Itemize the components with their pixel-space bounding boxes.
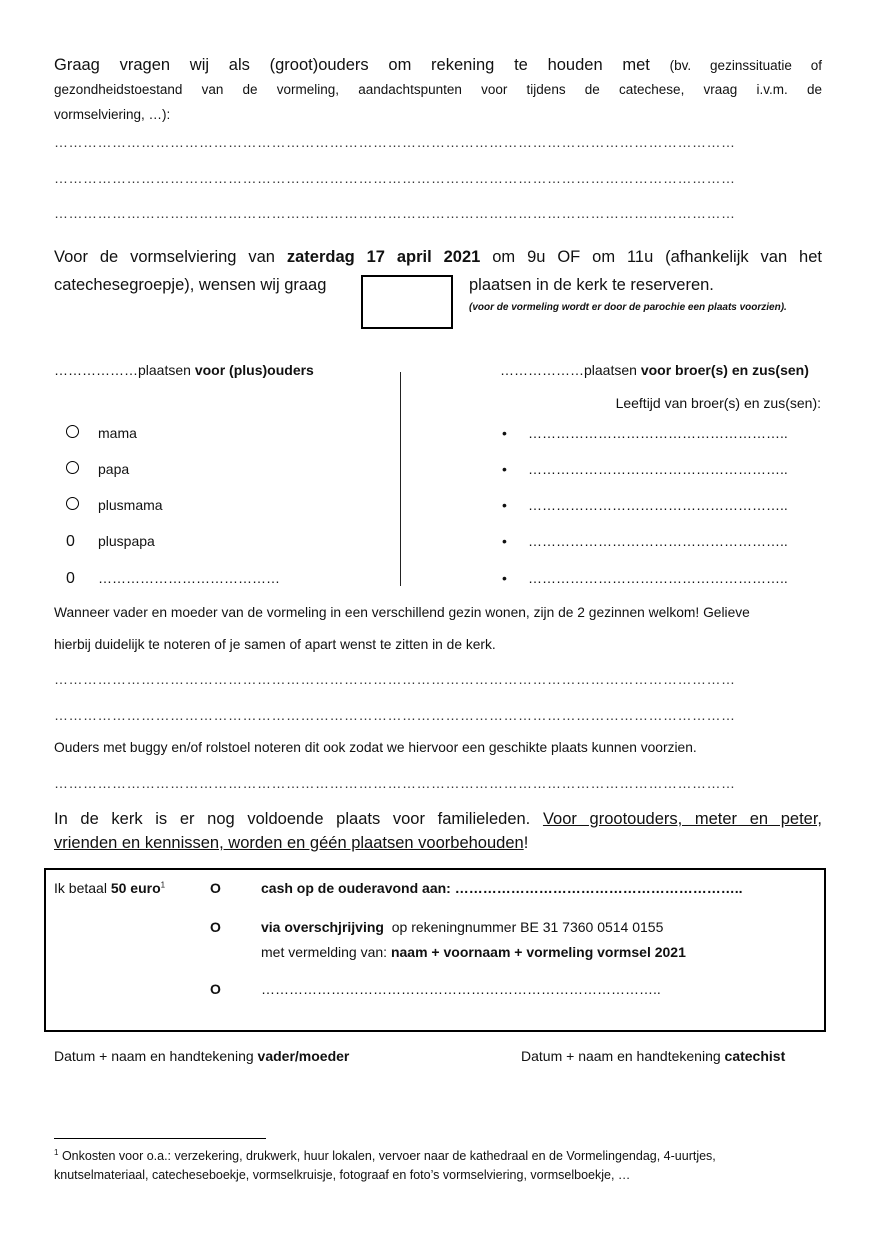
footnote-line-1: $^1$ Onkosten voor o.a.: verzekering, drukwerk, huur lokalen, vervoer naar de kathedraal en de Vormelingendag, 4-uurtjes, [54,1148,716,1164]
radio-circle-icon[interactable] [66,425,79,438]
family-line-2: vrienden en kennissen, worden en géén plaatsen voorbehouden! [54,834,529,852]
option-mama[interactable]: mama [66,425,79,441]
siblings-heading: ………………plaatsen voor broer(s) en zus(sen) [500,362,809,378]
payment-option-other[interactable]: ………………………………………………………………………….. [261,981,661,997]
reservation-note: (voor de vormeling wordt er door de parochie een plaats voorzien). [469,302,787,313]
intro-line-1: Graag vragen wij als (groot)ouders om rekening te houden met (bv. gezinssituatie of [54,56,823,74]
payment-amount: Ik betaal 50 euro$^1$ [54,880,166,896]
buggy-dotline[interactable]: …………………………………………………………………………………………………………………………… [54,775,736,791]
payment-mention: met vermelding van: naam + voornaam + vormeling vormsel 2021 [261,944,686,960]
sibling-age-entry[interactable]: • ……………………………………………….. [502,461,788,477]
intro-dotline-3[interactable]: …………………………………………………………………………………………………………………………… [54,205,736,221]
payment-option-transfer-marker[interactable]: O [210,919,221,935]
payment-option-cash[interactable]: cash op de ouderavond aan: …………………………………………………….. [261,880,743,896]
option-pluspapa[interactable]: 0 pluspapa [66,533,155,550]
buggy-text: Ouders met buggy en/of rolstoel noteren dit ook zodat we hiervoor een geschikte plaats kunnen voorzien. [54,740,697,755]
reservation-line-1: Voor de vormselviering van zaterdag 17 april 2021 om 9u OF om 11u (afhankelijk van het [54,248,822,266]
reservation-line-2: catechesegroepje), wensen wij graag [54,276,327,294]
option-other[interactable]: 0 ………………………………… [66,570,280,587]
intro-dotline-1[interactable]: …………………………………………………………………………………………………………………………… [54,134,736,150]
siblings-age-label: Leeftijd van broer(s) en zus(sen): [615,395,821,411]
separated-line-2: hierbij duidelijk te noteren of je samen of apart wenst te zitten in de kerk. [54,637,496,652]
footnote-line-2: knutselmateriaal, catecheseboekje, vormselkruisje, fotograaf en foto’s vormselviering, vormselboekje, … [54,1168,631,1182]
sibling-age-entry[interactable]: • ……………………………………………….. [502,533,788,549]
sibling-age-entry[interactable]: • ……………………………………………….. [502,425,788,441]
intro-line-3: vormselviering, …): [54,107,171,122]
radio-circle-icon[interactable] [66,497,79,510]
option-marker[interactable]: 0 [66,570,75,587]
separated-dotline-1[interactable]: …………………………………………………………………………………………………………………………… [54,671,736,687]
signature-parent: Datum + naam en handtekening vader/moeder [54,1048,350,1064]
sibling-age-entry[interactable]: • ……………………………………………….. [502,497,788,513]
intro-dotline-2[interactable]: …………………………………………………………………………………………………………………………… [54,170,736,186]
payment-option-transfer[interactable]: via overschjrijving op rekeningnummer BE 31 7360 0514 0155 [261,919,664,935]
family-line-1: In de kerk is er nog voldoende plaats voor familieleden. Voor grootouders, meter en peter, [54,810,822,828]
separated-line-1: Wanneer vader en moeder van de vormeling in een verschillend gezin wonen, zijn de 2 gezinnen welkom! Gelieve [54,605,750,620]
signature-catechist: Datum + naam en handtekening catechist [521,1048,786,1064]
seat-count-box[interactable] [361,275,453,329]
payment-option-other-marker[interactable]: O [210,981,221,997]
column-divider [400,372,401,586]
option-marker[interactable]: 0 [66,533,75,550]
reservation-line-3: plaatsen in de kerk te reserveren. [469,276,714,294]
radio-circle-icon[interactable] [66,461,79,474]
footnote-separator [54,1138,266,1139]
intro-line-2: gezondheidstoestand van de vormeling, aandachtspunten voor tijdens de catechese, vraag i.v.m. de [54,82,822,97]
sibling-age-entry[interactable]: • ……………………………………………….. [502,570,788,586]
option-plusmama[interactable]: plusmama [66,497,79,513]
payment-option-cash-marker[interactable]: O [210,880,221,896]
separated-dotline-2[interactable]: …………………………………………………………………………………………………………………………… [54,707,736,723]
option-papa[interactable]: papa [66,461,79,477]
parents-heading: ………………plaatsen voor (plus)ouders [54,362,314,378]
